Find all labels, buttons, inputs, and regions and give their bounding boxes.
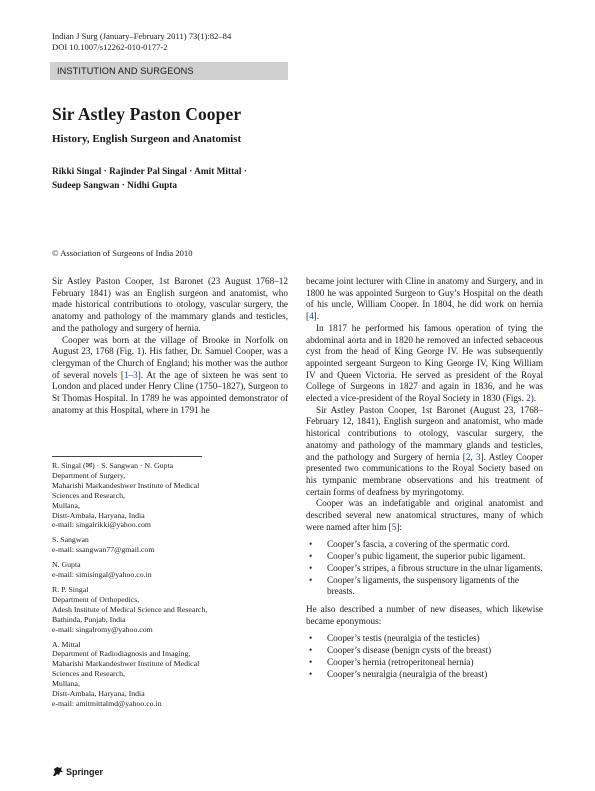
affiliation-line: S. Sangwan — [52, 535, 89, 545]
publisher-name: Springer — [66, 766, 104, 777]
affiliation-block — [52, 461, 288, 530]
affiliation-line: e-mail: singalrikki@yahoo.com — [52, 520, 151, 530]
citation-link[interactable]: 2 — [526, 393, 531, 404]
eponymous-diseases-list — [306, 633, 543, 680]
footnote-divider — [52, 456, 202, 457]
affiliation-line: Adesh Institute of Medical Science and Research, — [52, 604, 208, 614]
body-paragraph: became joint lecturer with Cline in anatomy and Surgery, and in 1800 he was appointed Surgeon to Guy’s Hospital on the death of his uncle, William Cooper. In 1804, he did work on hernia [4]. — [306, 276, 543, 322]
affiliation-line: Bathinda, Punjab, India — [52, 614, 126, 624]
list-item: • Cooper’s disease (benign cysts of the breast) — [306, 645, 543, 657]
citation-link[interactable]: 4 — [309, 311, 314, 322]
springer-horse-icon — [52, 766, 64, 777]
author-line: Sudeep Sangwan · Nidhi Gupta — [52, 181, 178, 191]
affiliation-line: Maharishi Markandeshwer Institute of Medical — [52, 659, 200, 669]
anatomical-structures-list — [306, 539, 543, 598]
left-column — [52, 276, 288, 416]
body-paragraph: Sir Astley Paston Cooper, 1st Baronet (23 August 1768–12 February 1841) was an English surgeon and anatomist, who made historical contributions to otology, vascular surgery, the anatomy and pathology of the mammary glands and testicles, and the pathology and surgery of hernia. — [52, 276, 288, 333]
affiliation-line: R. P. Singal — [52, 584, 89, 594]
copyright-notice: © Association of Surgeons of India 2010 — [52, 248, 193, 258]
affiliation-line: e-mail: amitmittalmd@yahoo.co.in — [52, 698, 162, 708]
list-item: • Cooper’s fascia, a covering of the spermatic cord. — [306, 539, 543, 551]
affiliation-line: R. Singal (✉) · S. Sangwan · N. Gupta — [52, 461, 174, 470]
section-label: INSTITUTION AND SURGEONS — [50, 62, 288, 80]
body-paragraph: In 1817 he performed his famous operation of tying the abdominal aorta and in 1820 he removed an infected sebaceous cyst from the head of King George IV. He was subsequently appointed sergeant Surgeon to King George IV, King William IV and Queen Victoria. He served as president of the Royal College of Surgeons in 1827 and again in 1836, and he was elected a vice-president of the Royal Society in 1830 (Figs. 2). — [306, 322, 543, 404]
affiliation-line: Mullana, — [52, 679, 80, 689]
list-item: • Cooper’s ligaments, the suspensory ligaments of the breasts. — [306, 575, 543, 598]
affiliation-line: Sciences and Research, — [52, 669, 125, 679]
list-item: • Cooper’s pubic ligament, the superior pubic ligament. — [306, 551, 543, 563]
affiliation-line: e-mail: ssangwan77@gmail.com — [52, 545, 155, 555]
citation-link[interactable]: 5 — [391, 521, 397, 532]
affiliation-line: e-mail: singalromy@yahoo.com — [52, 624, 153, 634]
body-paragraph: Cooper was born at the village of Brooke in Norfolk on August 23, 1768 (Fig. 1). His father, Dr. Samuel Cooper, was a clergyman of the Church of England; his mother was the author of several novels [1–3]. At the age of sixteen he was sent to London and placed under Henry Cline (1750–1827), Surgeon to St Thomas Hospital. In 1789 he was appointed demonstrator of anatomy at this Hospital, where in 1791 he — [52, 334, 289, 415]
publisher-logo — [52, 766, 103, 777]
body-paragraph: Cooper was an indefatigable and original anatomist and described several new anatomical structures, many of which were named after him [5]: — [306, 498, 543, 532]
affiliation-line: Sciences and Research, — [52, 490, 125, 500]
affiliation-block — [52, 535, 288, 555]
affiliation-line: Department of Orthopedics, — [52, 594, 140, 604]
affiliation-line: Maharishi Markandeshwer Institute of Medical — [52, 480, 200, 490]
journal-citation-line: Indian J Surg (January–February 2011) 73(1):82–84 — [52, 31, 232, 41]
affiliation-line: Department of Radiodiagnosis and Imaging, — [52, 649, 191, 659]
list-item: • Cooper’s stripes, a fibrous structure in the ulnar ligaments. — [306, 563, 543, 575]
affiliation-line: N. Gupta — [52, 560, 81, 570]
right-column — [306, 276, 543, 680]
body-paragraph: He also described a number of new diseases, which likewise became eponymous: — [306, 603, 543, 626]
affiliation-line: Mullana, — [52, 500, 80, 510]
list-item: • Cooper’s testis (neuralgia of the testicles) — [306, 633, 543, 645]
citation-link[interactable]: 1–3 — [123, 369, 138, 380]
affiliation-block — [52, 585, 288, 635]
list-item: • Cooper’s hernia (retroperitoneal hernia) — [306, 657, 543, 669]
citation-link[interactable]: 3 — [476, 451, 481, 462]
article-subtitle: History, English Surgeon and Anatomist — [52, 133, 242, 145]
article-title: Sir Astley Paston Cooper — [52, 104, 242, 124]
affiliation-line: Distt-Ambala, Haryana, India — [52, 689, 145, 699]
journal-header — [52, 31, 231, 52]
list-item: • Cooper’s neuralgia (neuralgia of the breast) — [306, 669, 543, 681]
body-paragraph: Sir Astley Paston Cooper, 1st Baronet (August 23, 1768–February 12, 1841), English surgeon and anatomist, who made historical contributions to otology, vascular surgery, the anatomy and pathology of the mammary glands and testicles, and the pathology and Surgery of hernia [2, 3]. Astley Cooper presented two communications to the Royal Society based on his tympanic membrane observations and his treatment of certain forms of deafness by myringotomy. — [306, 404, 544, 497]
affiliation-line: e-mail: simisingal@yahoo.co.in — [52, 570, 152, 580]
affiliation-block — [52, 560, 288, 580]
affiliation-block — [52, 640, 288, 709]
affiliation-line: A. Mittal — [52, 639, 81, 649]
author-line: Rikki Singal · Rajinder Pal Singal · Amit Mittal · — [52, 167, 247, 177]
author-list — [52, 165, 247, 193]
doi-line: DOI 10.1007/s12262-010-0177-2 — [52, 41, 168, 52]
author-affiliations — [52, 461, 288, 714]
affiliation-line: Distt-Ambala, Haryana, India — [52, 510, 145, 520]
affiliation-line: Department of Surgery, — [52, 470, 126, 480]
citation-link[interactable]: 2 — [465, 451, 471, 462]
